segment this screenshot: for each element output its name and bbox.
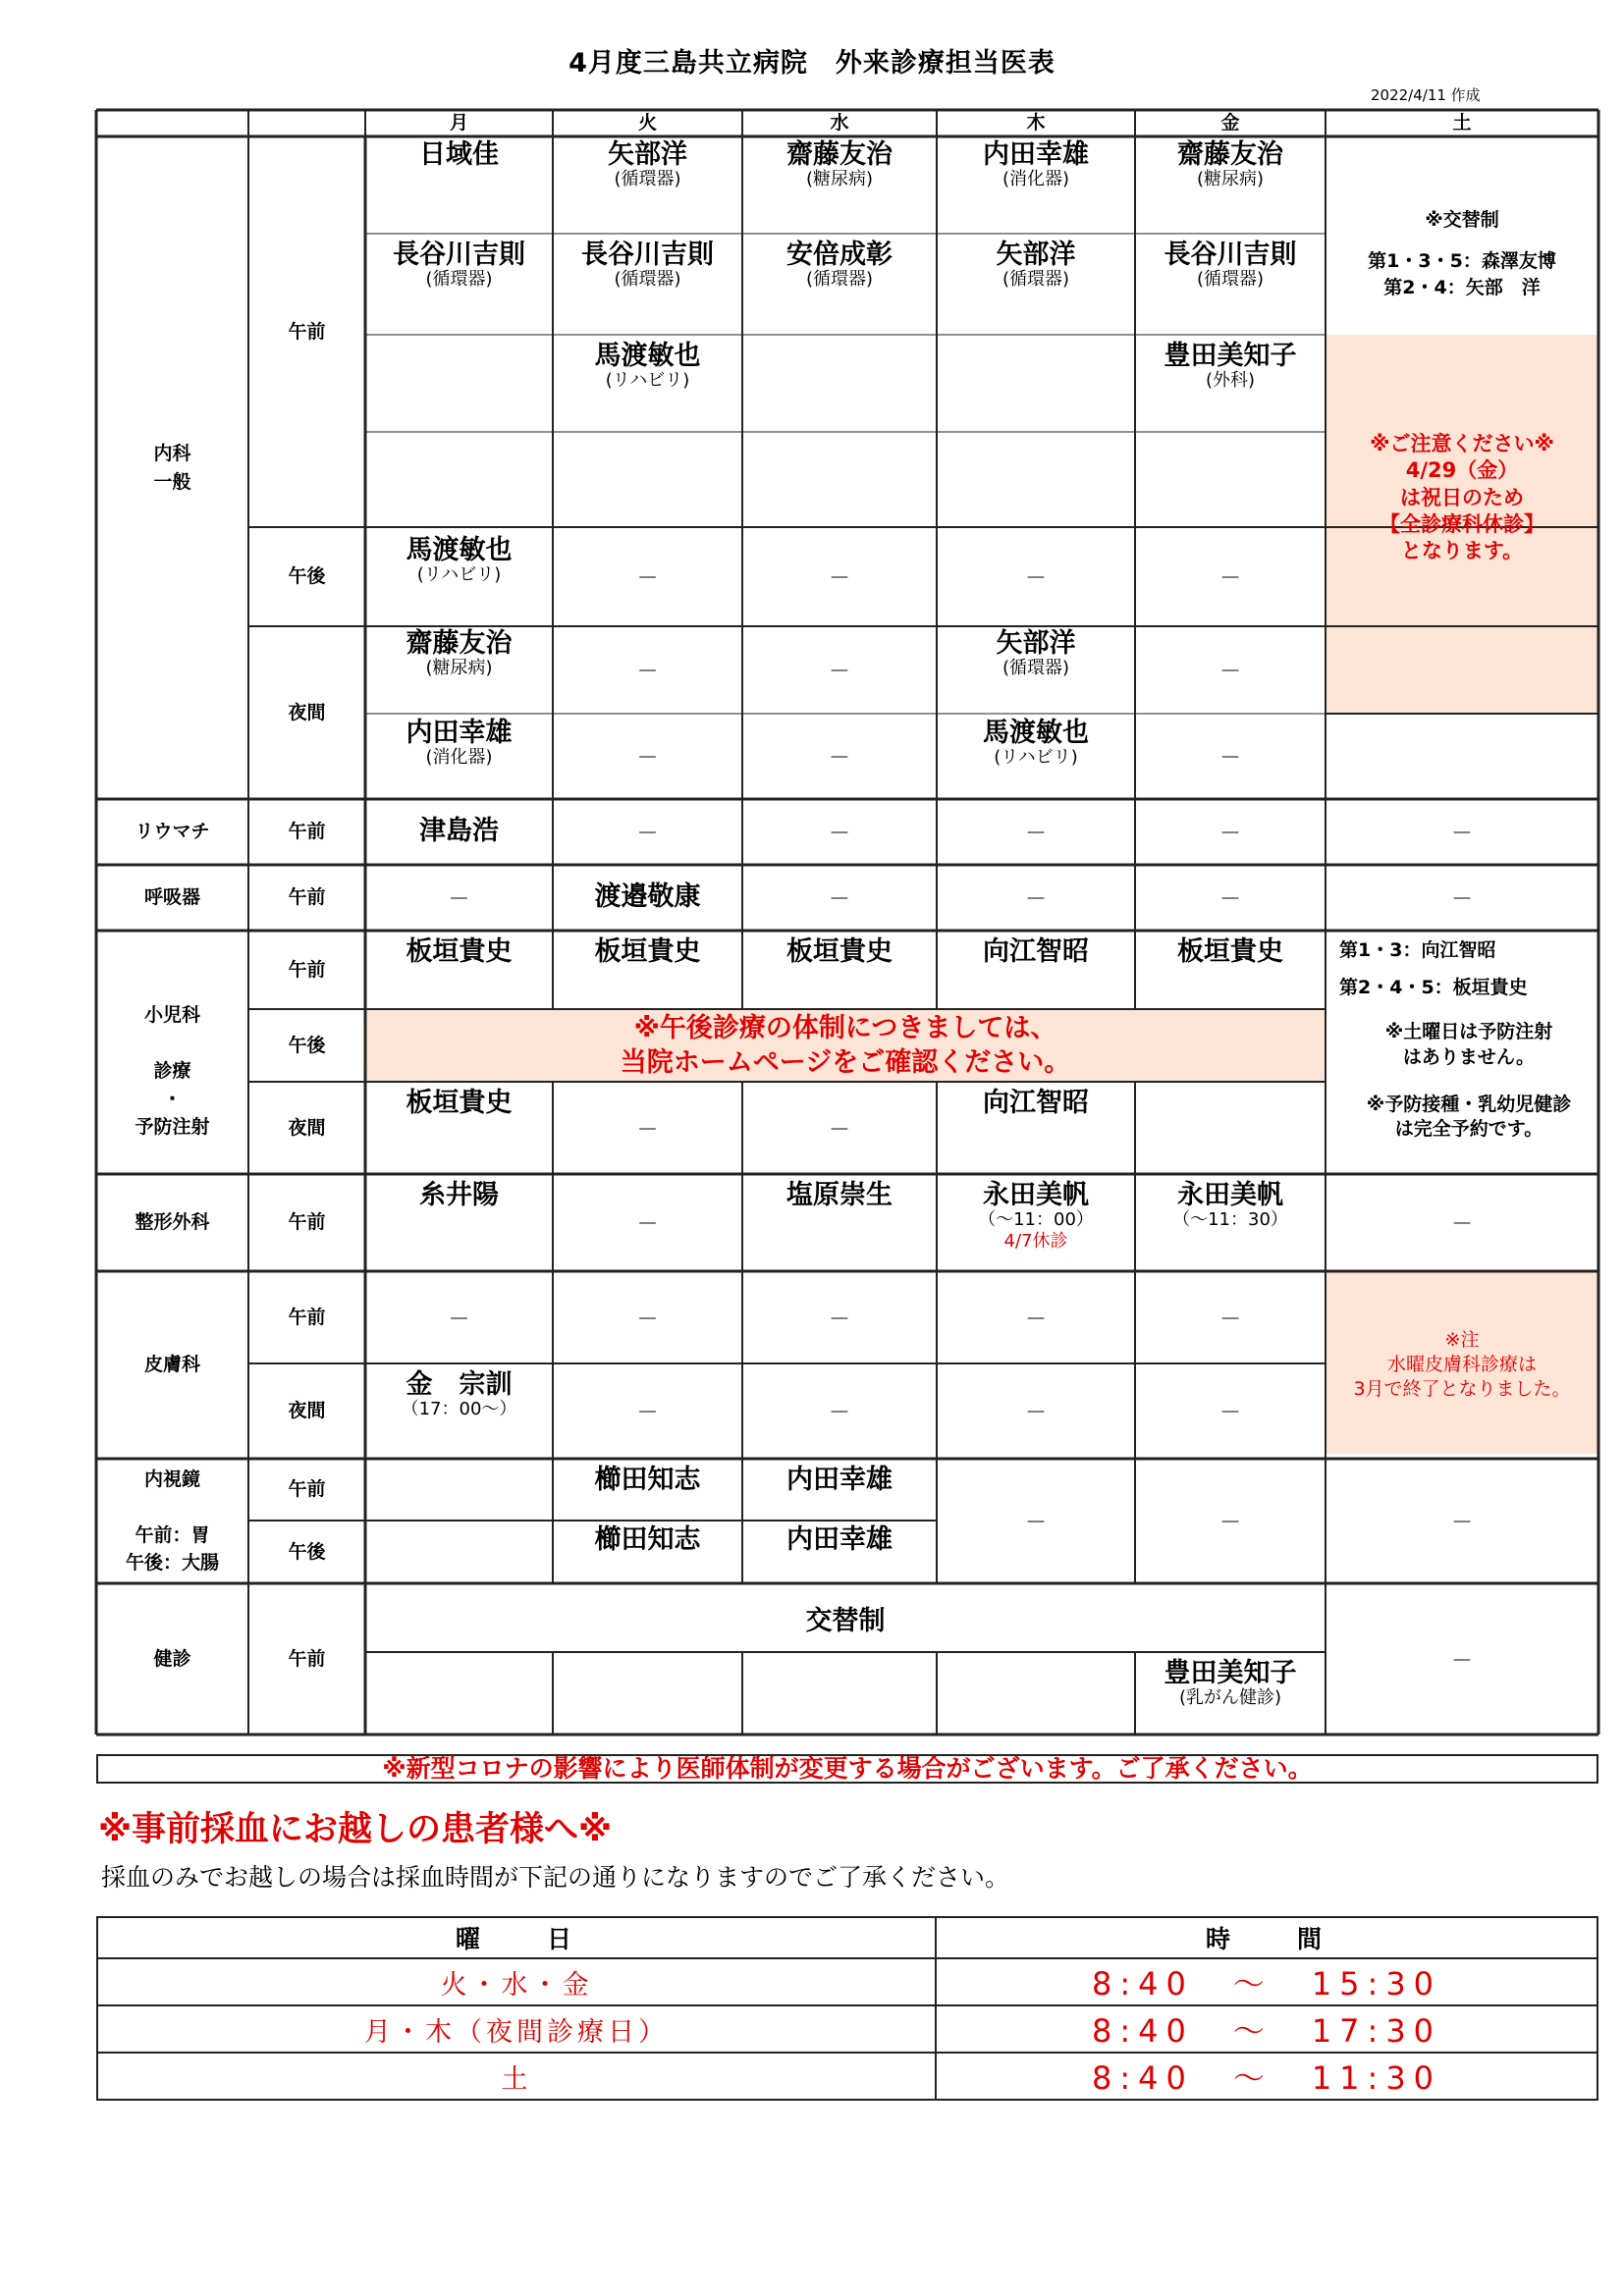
doctor-specialty: (循環器) [1196, 269, 1265, 291]
holiday-notice [1326, 335, 1598, 714]
dash-mark: － [828, 887, 850, 912]
day-label: 水 [830, 112, 849, 134]
holiday-line: 【全診療科休診】 [1380, 511, 1544, 536]
doctor-cell [1135, 335, 1326, 432]
rotation-label: 交替制 [805, 1605, 886, 1636]
day-label: 月 [449, 112, 468, 134]
dash-mark: － [636, 822, 659, 846]
empty-slot [742, 1363, 937, 1459]
sat-note-line: ※土曜日は予防注射 [1384, 1021, 1553, 1043]
period-am [248, 799, 365, 865]
dept-rheuma [96, 799, 248, 865]
rotation-label: ※交替制 [1425, 209, 1499, 231]
empty-slot [1135, 1363, 1326, 1459]
doctor-cell [553, 335, 742, 432]
doctor-specialty: (乳がん健診) [1178, 1687, 1282, 1709]
label-line: 午後 [288, 1034, 326, 1056]
doctor-name: 馬渡敏也 [983, 718, 1089, 748]
dash-mark: － [1450, 887, 1473, 912]
table-header-row [97, 1917, 1597, 1958]
doctor-name: 金 宗訓 [406, 1369, 513, 1400]
period-am [248, 931, 365, 1009]
sat-note-line: はありません。 [1402, 1045, 1536, 1068]
empty-slot [365, 1271, 553, 1363]
empty-slot [1326, 865, 1598, 931]
empty-slot [553, 714, 742, 799]
sat-rotation-cell [1326, 136, 1598, 335]
doctor-name: 塩原崇生 [786, 1180, 893, 1210]
dash-mark: － [828, 1401, 850, 1425]
dash-mark: － [828, 822, 850, 846]
doctor-cell [553, 234, 742, 335]
dash-mark: － [636, 1401, 659, 1425]
empty-slot [1326, 799, 1598, 865]
doctor-cell [742, 136, 937, 234]
time-header: 時 間 [936, 1917, 1597, 1958]
blood-time: 8:40 ～ 11:30 [936, 2053, 1597, 2100]
doctor-cell [365, 1174, 553, 1271]
blood-days: 火・水・金 [97, 1958, 936, 2005]
doctor-cell [365, 1363, 553, 1459]
doctor-name: 馬渡敏也 [594, 341, 701, 371]
doctor-name: 長谷川吉則 [393, 240, 525, 270]
doctor-cell [365, 1082, 553, 1174]
dash-mark: － [1450, 1212, 1473, 1237]
period-night [248, 626, 365, 799]
doctor-specialty: (外科) [1205, 370, 1256, 392]
doctor-cell [742, 931, 937, 1009]
dash-mark: － [1218, 822, 1241, 846]
doctor-name: 渡邉敬康 [594, 881, 701, 913]
day-header [1135, 110, 1326, 136]
doctor-cell [553, 1459, 742, 1521]
doctor-name: 齋藤友治 [1177, 139, 1283, 170]
empty-slot [742, 865, 937, 931]
label-line: 午前 [288, 1647, 326, 1670]
label-line: 内科 [153, 443, 191, 464]
dash-mark: － [1450, 1648, 1473, 1674]
doctor-name: 板垣貴史 [786, 936, 893, 967]
empty-slot [1135, 626, 1326, 714]
period-am [248, 1459, 365, 1521]
sat-schedule-line: 第1・3：向江智昭 [1339, 939, 1496, 961]
period-pm [248, 527, 365, 626]
label-line: 午前 [288, 320, 326, 343]
dash-mark: － [636, 746, 659, 771]
doctor-cell [365, 799, 553, 865]
empty-slot [937, 1271, 1135, 1363]
doctor-cell [742, 1459, 937, 1521]
doctor-specialty: (循環器) [614, 269, 681, 291]
empty-slot [742, 626, 937, 714]
dash-mark: － [828, 660, 850, 684]
label-line: 午前：胃 [135, 1523, 210, 1546]
period-am [248, 865, 365, 931]
sat-note-line: ※予防接種・乳幼児健診 [1366, 1093, 1572, 1115]
dash-mark: － [1024, 822, 1047, 846]
doctor-cell [553, 865, 742, 931]
doctor-name: 永田美帆 [983, 1180, 1089, 1210]
label-line: 呼吸器 [143, 886, 200, 909]
period-pm [248, 1521, 365, 1583]
doctor-cell [937, 714, 1135, 799]
dash-mark: － [1218, 660, 1241, 684]
label-line: 午前 [288, 1211, 326, 1234]
period-am [248, 136, 365, 527]
doctor-name: 櫛田知志 [594, 1524, 701, 1555]
period-am [248, 1174, 365, 1271]
label-line: 午前 [288, 1478, 326, 1501]
empty-slot [1326, 1459, 1598, 1583]
doctor-cell [365, 626, 553, 714]
label-line [169, 1493, 176, 1522]
doctor-specialty: （17：00～） [401, 1399, 517, 1420]
label-line: 午前 [288, 821, 326, 843]
doctor-cell [742, 1521, 937, 1583]
doctor-cell [1135, 136, 1326, 234]
empty-slot [553, 1082, 742, 1174]
doctor-name: 板垣貴史 [406, 936, 513, 967]
table-row [97, 1958, 1597, 2005]
empty-slot [553, 527, 742, 626]
empty-slot [553, 1363, 742, 1459]
holiday-line: となります。 [1400, 539, 1524, 563]
dash-mark: － [1024, 1401, 1047, 1425]
label-line [169, 1030, 176, 1058]
doctor-name: 向江智昭 [983, 1088, 1089, 1118]
doctor-cell [1135, 1174, 1326, 1271]
period-night [248, 1082, 365, 1174]
empty-slot [1135, 799, 1326, 865]
label-line: 午後 [288, 565, 326, 588]
dash-mark: － [828, 746, 850, 771]
doctor-specialty: (消化器) [425, 747, 493, 769]
label-line: 午前 [288, 1306, 326, 1328]
dash-mark: － [636, 1307, 659, 1332]
doctor-name: 向江智昭 [983, 936, 1089, 967]
rotation-line: 第2・4：矢部 洋 [1383, 276, 1541, 298]
pm-notice [365, 1009, 1326, 1082]
page-title: 4月度三島共立病院 外来診療担当医表 [568, 48, 1056, 79]
day-label: 木 [1026, 112, 1046, 134]
empty-slot [937, 1363, 1135, 1459]
doctor-specialty: (循環器) [614, 169, 681, 190]
label-line: 午後：大腸 [125, 1552, 219, 1574]
empty-slot [742, 527, 937, 626]
day-label: 土 [1452, 112, 1472, 134]
dash-mark: － [1218, 746, 1241, 771]
doctor-cell [937, 1174, 1135, 1271]
shonika-sat-notes [1326, 931, 1598, 1174]
dash-mark: － [1218, 1511, 1241, 1535]
blood-days: 月・木（夜間診療日） [97, 2005, 936, 2053]
label-line: 夜間 [288, 1400, 326, 1422]
empty-slot [553, 1174, 742, 1271]
dash-mark: － [1024, 887, 1047, 912]
doctor-name: 板垣貴史 [594, 936, 701, 967]
empty-slot [365, 865, 553, 931]
dash-mark: － [1024, 566, 1047, 591]
doctor-specialty: (循環器) [425, 269, 493, 291]
empty-slot [553, 626, 742, 714]
empty-slot [1135, 865, 1326, 931]
empty-slot [742, 714, 937, 799]
doctor-specialty: (消化器) [1001, 169, 1070, 190]
doctor-cell [365, 714, 553, 799]
label-line: 午前 [288, 886, 326, 909]
doctor-cell [937, 931, 1135, 1009]
derm-notice [1326, 1271, 1598, 1459]
doctor-name: 内田幸雄 [786, 1465, 893, 1495]
doctor-cell [553, 1521, 742, 1583]
blood-test-intro: 採血のみでお越しの場合は採血時間が下記の通りになりますのでご了承ください。 [101, 1863, 1010, 1892]
doctor-specialty: (循環器) [1001, 269, 1070, 291]
dash-mark: － [448, 1307, 470, 1332]
label-line: 診療 [153, 1060, 191, 1082]
dash-mark: － [1024, 1511, 1047, 1535]
doctor-cell [937, 626, 1135, 714]
doctor-name: 矢部洋 [608, 139, 687, 170]
empty-slot [742, 799, 937, 865]
period-am [248, 1583, 365, 1735]
doctor-cell [937, 136, 1135, 234]
holiday-line: ※ご注意ください※ [1370, 432, 1554, 455]
dash-mark: － [636, 660, 659, 684]
holiday-line: は祝日のため [1400, 485, 1524, 509]
label-line: 内視鏡 [143, 1468, 200, 1490]
label-line: 夜間 [288, 1116, 326, 1139]
label-line: 皮膚科 [143, 1354, 200, 1376]
period-pm [248, 1009, 365, 1082]
rotation-line: 第1・3・5：森澤友博 [1368, 249, 1556, 272]
day-header [365, 110, 553, 136]
label-line: 夜間 [288, 701, 326, 723]
empty-slot [553, 799, 742, 865]
derm-notice-line: ※注 [1444, 1329, 1480, 1352]
doctor-cell [937, 234, 1135, 335]
sat-schedule-line: 第2・4・5：板垣貴史 [1339, 976, 1528, 998]
sat-note-line: は完全予約です。 [1394, 1118, 1543, 1141]
day-header [553, 110, 742, 136]
blood-time: 8:40 ～ 15:30 [936, 1958, 1597, 2005]
empty-slot [742, 1271, 937, 1363]
dept-naishikyo [96, 1459, 248, 1583]
dash-mark: － [1450, 822, 1473, 846]
derm-notice-line: 3月で終了となりました。 [1353, 1377, 1571, 1400]
period-night [248, 1363, 365, 1459]
doctor-cell [365, 527, 553, 626]
doctor-cell [742, 234, 937, 335]
doctor-specialty: （～11：30） [1172, 1209, 1288, 1231]
doctor-cell [365, 931, 553, 1009]
covid-notice: ※新型コロナの影響により医師体制が変更する場合がございます。ご了承ください。 [96, 1754, 1598, 1784]
empty-slot [553, 1271, 742, 1363]
doctor-specialty: （～11：00） [978, 1209, 1094, 1231]
dash-mark: － [448, 887, 470, 912]
dept-shonika [96, 931, 248, 1174]
empty-slot [937, 799, 1135, 865]
doctor-specialty: (リハビリ) [605, 370, 690, 392]
holiday-line: 4/29（金） [1405, 458, 1519, 483]
label-line: リウマチ [135, 821, 210, 843]
dash-mark: － [828, 1307, 850, 1332]
closure-note: 4/7休診 [1003, 1230, 1068, 1252]
doctor-specialty: (リハビリ) [416, 564, 502, 586]
dash-mark: － [828, 566, 850, 591]
doctor-specialty: (リハビリ) [994, 747, 1078, 769]
period-am [248, 1271, 365, 1363]
doctor-cell [365, 234, 553, 335]
doctor-name: 板垣貴史 [1177, 936, 1283, 967]
doctor-name: 齋藤友治 [406, 628, 513, 659]
empty-slot [742, 1082, 937, 1174]
dept-kenshin [96, 1583, 248, 1735]
dash-mark: － [636, 1212, 659, 1237]
blood-test-table [96, 1916, 1598, 2101]
table-row [97, 2005, 1597, 2053]
doctor-specialty: (循環器) [805, 269, 874, 291]
dash-mark: － [1218, 887, 1241, 912]
doctor-specialty: (糖尿病) [805, 169, 874, 190]
doctor-cell [553, 931, 742, 1009]
dash-mark: － [1218, 1307, 1241, 1332]
label-line: ・ [162, 1088, 182, 1110]
doctor-name: 板垣貴史 [406, 1088, 513, 1118]
doctor-name: 矢部洋 [996, 628, 1076, 659]
doctor-name: 安倍成彰 [786, 240, 893, 270]
doctor-cell [1135, 234, 1326, 335]
blood-days: 土 [97, 2053, 936, 2100]
doctor-name: 豊田美知子 [1164, 1658, 1297, 1688]
doctor-cell [742, 1174, 937, 1271]
day-header [1326, 110, 1598, 136]
doctor-cell [1135, 931, 1326, 1009]
doctor-cell [937, 1082, 1135, 1174]
label-line: 小児科 [143, 1004, 200, 1026]
blood-time: 8:40 ～ 17:30 [936, 2005, 1597, 2053]
doctor-name: 糸井陽 [419, 1180, 499, 1210]
day-label: 火 [637, 112, 657, 134]
doctor-name: 長谷川吉則 [1164, 240, 1297, 270]
doctor-name: 内田幸雄 [406, 718, 513, 748]
dash-mark: － [636, 1117, 659, 1143]
empty-slot [1326, 1174, 1598, 1271]
doctor-name: 内田幸雄 [786, 1524, 893, 1555]
doctor-name: 永田美帆 [1177, 1180, 1283, 1210]
label-line: 午後 [288, 1540, 326, 1563]
dash-mark: － [636, 566, 659, 591]
dash-mark: － [1218, 1401, 1241, 1425]
empty-slot [937, 527, 1135, 626]
doctor-name: 内田幸雄 [983, 139, 1089, 170]
dept-hifu [96, 1271, 248, 1459]
day-header [937, 110, 1135, 136]
empty-slot [937, 1459, 1135, 1583]
label-line: 一般 [153, 470, 191, 493]
dept-kokyuki [96, 865, 248, 931]
label-line: 午前 [288, 958, 326, 981]
weekday-header: 曜 日 [97, 1917, 936, 1958]
label-line: 予防注射 [135, 1116, 210, 1138]
doctor-name: 馬渡敏也 [406, 535, 513, 565]
dash-mark: － [828, 1117, 850, 1143]
doctor-name: 矢部洋 [996, 240, 1076, 270]
blood-test-heading: ※事前採血にお越しの患者様へ※ [98, 1810, 613, 1849]
empty-slot [1135, 1271, 1326, 1363]
doctor-specialty: (循環器) [1001, 658, 1070, 679]
derm-notice-line: 水曜皮膚科診療は [1386, 1354, 1537, 1376]
pm-notice-line: ※午後診療の体制につきましては、 [633, 1012, 1057, 1043]
doctor-name: 津島浩 [419, 816, 499, 847]
dash-mark: － [1024, 1307, 1047, 1332]
doctor-specialty: (糖尿病) [425, 658, 493, 679]
label-line: 健診 [153, 1647, 191, 1670]
doctor-cell [1135, 1652, 1326, 1735]
dept-seikei [96, 1174, 248, 1271]
pm-notice-line: 当院ホームページをご確認ください。 [620, 1047, 1071, 1078]
empty-slot [1135, 527, 1326, 626]
spacer [1460, 232, 1463, 246]
label-line: 整形外科 [135, 1211, 210, 1234]
day-label: 金 [1220, 112, 1240, 134]
day-header [742, 110, 937, 136]
doctor-cell [553, 136, 742, 234]
empty-slot [1135, 1459, 1326, 1583]
empty-slot [1326, 1583, 1598, 1735]
dash-mark: － [1450, 1511, 1473, 1535]
doctor-specialty: (糖尿病) [1196, 169, 1265, 190]
empty-slot [1135, 714, 1326, 799]
doctor-name: 櫛田知志 [594, 1465, 701, 1495]
table-row [97, 2053, 1597, 2100]
dash-mark: － [1218, 566, 1241, 591]
dept-naika [96, 136, 248, 799]
doctor-name: 長谷川吉則 [581, 240, 714, 270]
doctor-name: 日域佳 [419, 139, 499, 170]
rotation-cell [365, 1583, 1326, 1652]
doctor-cell [365, 136, 553, 234]
doctor-name: 豊田美知子 [1164, 341, 1297, 371]
doctor-name: 齋藤友治 [786, 139, 893, 170]
empty-slot [937, 865, 1135, 931]
created-date: 2022/4/11 作成 [1371, 86, 1481, 104]
